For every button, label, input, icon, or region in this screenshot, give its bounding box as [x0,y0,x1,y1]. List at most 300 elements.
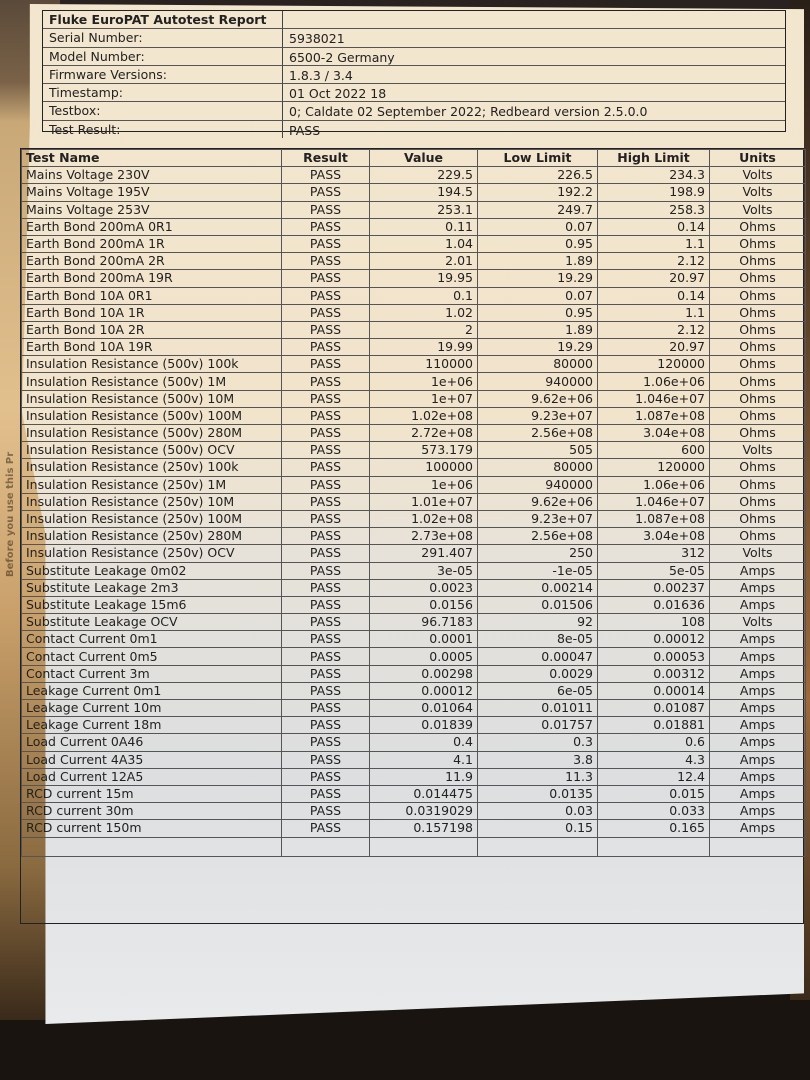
cell-low-limit: 1.89 [478,321,598,338]
cell-high-limit: 1.087e+08 [598,510,710,527]
cell-high-limit: 2.12 [598,253,710,270]
table-row [22,682,806,699]
cell-high-limit: 1.1 [598,304,710,321]
cell-high-limit: 20.97 [598,270,710,287]
cell-test-name: RCD current 150m [22,820,282,837]
cell-test-name: Mains Voltage 230V [22,167,282,184]
table-row [22,493,806,510]
cell-high-limit: 1.1 [598,235,710,252]
table-row [22,184,806,201]
cell-low-limit: 9.23e+07 [478,407,598,424]
cell-low-limit: 249.7 [478,201,598,218]
cell-test-name: Mains Voltage 253V [22,201,282,218]
report-field-label: Firmware Versions: [43,66,283,83]
cell-high-limit: 20.97 [598,339,710,356]
cell-units: Amps [710,596,806,613]
cell-result: PASS [282,579,370,596]
cell-units: Ohms [710,510,806,527]
table-row [22,820,806,837]
cell-value: 0.0001 [370,631,478,648]
report-field-label: Testbox: [43,102,283,119]
cell-result: PASS [282,373,370,390]
cell-test-name: Insulation Resistance (500v) OCV [22,442,282,459]
cell-low-limit: 0.0029 [478,665,598,682]
cell-units: Ohms [710,493,806,510]
cell-value: 0.01839 [370,717,478,734]
table-row [22,304,806,321]
report-header [42,10,786,138]
cell-test-name: Contact Current 0m5 [22,648,282,665]
cell-low-limit: 0.00214 [478,579,598,596]
cell-high-limit: 234.3 [598,167,710,184]
cell-high-limit: 5e-05 [598,562,710,579]
cell-units: Ohms [710,476,806,493]
cell-low-limit: 0.07 [478,287,598,304]
table-row [22,339,806,356]
table-row [22,167,806,184]
cell-high-limit: 0.01881 [598,717,710,734]
cell-value: 0.00298 [370,665,478,682]
cell-high-limit: 0.6 [598,734,710,751]
table-row [22,270,806,287]
header-units: Units [710,150,806,167]
test-results-table [20,148,804,924]
report-title: Fluke EuroPAT Autotest Report [43,11,283,28]
cell-test-name: Earth Bond 10A 1R [22,304,282,321]
cell-result: PASS [282,184,370,201]
cell-result: PASS [282,218,370,235]
cell-low-limit: 0.01506 [478,596,598,613]
report-field-row [43,121,785,138]
cell-value: 1e+06 [370,373,478,390]
cell-low-limit: 940000 [478,373,598,390]
cell-empty [282,837,370,856]
table-row [22,596,806,613]
report-field-row [43,102,785,120]
header-low-limit: Low Limit [478,150,598,167]
cell-value: 194.5 [370,184,478,201]
cell-high-limit: 0.00053 [598,648,710,665]
cell-low-limit: 0.3 [478,734,598,751]
cell-units: Amps [710,682,806,699]
cell-units: Amps [710,648,806,665]
cell-units: Volts [710,167,806,184]
cell-result: PASS [282,356,370,373]
cell-result: PASS [282,390,370,407]
cell-result: PASS [282,785,370,802]
report-field-value: 5938021 [289,31,345,47]
cell-high-limit: 0.01087 [598,700,710,717]
cell-value: 19.95 [370,270,478,287]
cell-test-name: Leakage Current 10m [22,700,282,717]
background-printed-text: Before you use this Pr [5,451,16,577]
cell-value: 229.5 [370,167,478,184]
table-row [22,373,806,390]
table-row [22,510,806,527]
cell-units: Ohms [710,235,806,252]
cell-high-limit: 108 [598,614,710,631]
cell-high-limit: 12.4 [598,768,710,785]
table-row [22,321,806,338]
header-value: Value [370,150,478,167]
cell-value: 3e-05 [370,562,478,579]
cell-units: Amps [710,820,806,837]
table-row [22,425,806,442]
cell-value: 2.73e+08 [370,528,478,545]
cell-result: PASS [282,768,370,785]
cell-low-limit: 9.62e+06 [478,493,598,510]
cell-value: 2.72e+08 [370,425,478,442]
cell-value: 0.0319029 [370,803,478,820]
cell-test-name: Insulation Resistance (500v) 100k [22,356,282,373]
header-result: Result [282,150,370,167]
report-field-label: Test Result: [43,121,283,138]
cell-value: 0.0023 [370,579,478,596]
cell-test-name: Earth Bond 200mA 0R1 [22,218,282,235]
cell-units: Amps [710,717,806,734]
cell-low-limit: 80000 [478,356,598,373]
cell-units: Amps [710,562,806,579]
cell-test-name: Substitute Leakage OCV [22,614,282,631]
cell-result: PASS [282,425,370,442]
table-row [22,785,806,802]
cell-empty [598,837,710,856]
table-row [22,734,806,751]
cell-value: 253.1 [370,201,478,218]
table-row [22,442,806,459]
cell-value: 0.0156 [370,596,478,613]
cell-result: PASS [282,235,370,252]
cell-value: 1e+06 [370,476,478,493]
cell-result: PASS [282,528,370,545]
cell-units: Ohms [710,390,806,407]
cell-value: 100000 [370,459,478,476]
cell-value: 11.9 [370,768,478,785]
table-row [22,803,806,820]
cell-units: Ohms [710,287,806,304]
cell-empty [478,837,598,856]
table-row-empty [22,837,806,856]
table-header-row [22,150,806,167]
table-row [22,579,806,596]
report-field-label: Model Number: [43,48,283,65]
cell-low-limit: 0.00047 [478,648,598,665]
cell-result: PASS [282,167,370,184]
cell-high-limit: 0.00014 [598,682,710,699]
cell-result: PASS [282,339,370,356]
cell-value: 2 [370,321,478,338]
report-field-row [43,29,785,47]
report-field-value: 0; Caldate 02 September 2022; Redbeard version 2.5.0.0 [289,104,648,120]
cell-high-limit: 3.04e+08 [598,425,710,442]
cell-high-limit: 0.00012 [598,631,710,648]
cell-result: PASS [282,734,370,751]
cell-value: 0.11 [370,218,478,235]
cell-result: PASS [282,545,370,562]
cell-units: Ohms [710,218,806,235]
cell-units: Amps [710,803,806,820]
cell-test-name: Leakage Current 0m1 [22,682,282,699]
cell-test-name: Earth Bond 10A 0R1 [22,287,282,304]
table-row [22,751,806,768]
cell-test-name: Earth Bond 200mA 19R [22,270,282,287]
table-row [22,768,806,785]
cell-test-name: Insulation Resistance (250v) 1M [22,476,282,493]
cell-units: Ohms [710,356,806,373]
cell-result: PASS [282,442,370,459]
cell-value: 1.02e+08 [370,510,478,527]
cell-result: PASS [282,510,370,527]
cell-high-limit: 600 [598,442,710,459]
table-row [22,717,806,734]
cell-test-name: Substitute Leakage 15m6 [22,596,282,613]
table-row [22,407,806,424]
cell-result: PASS [282,820,370,837]
table-row [22,253,806,270]
cell-value: 96.7183 [370,614,478,631]
cell-value: 1.04 [370,235,478,252]
cell-result: PASS [282,459,370,476]
cell-low-limit: 9.62e+06 [478,390,598,407]
report-field-row [43,66,785,84]
report-title-row [43,11,785,29]
cell-low-limit: 0.95 [478,304,598,321]
cell-high-limit: 1.046e+07 [598,390,710,407]
cell-value: 110000 [370,356,478,373]
table-row [22,201,806,218]
cell-high-limit: 4.3 [598,751,710,768]
cell-high-limit: 198.9 [598,184,710,201]
cell-result: PASS [282,476,370,493]
cell-high-limit: 1.06e+06 [598,373,710,390]
cell-test-name: Mains Voltage 195V [22,184,282,201]
cell-units: Amps [710,734,806,751]
cell-low-limit: 11.3 [478,768,598,785]
cell-units: Amps [710,631,806,648]
table-row [22,287,806,304]
cell-low-limit: 8e-05 [478,631,598,648]
table-row [22,648,806,665]
cell-high-limit: 0.00237 [598,579,710,596]
cell-value: 4.1 [370,751,478,768]
report-field-value: PASS [289,122,321,138]
cell-units: Ohms [710,339,806,356]
cell-test-name: Contact Current 3m [22,665,282,682]
cell-empty [370,837,478,856]
cell-result: PASS [282,321,370,338]
cell-value: 291.407 [370,545,478,562]
cell-low-limit: 505 [478,442,598,459]
cell-test-name: Earth Bond 200mA 2R [22,253,282,270]
table-row [22,528,806,545]
cell-high-limit: 1.087e+08 [598,407,710,424]
cell-test-name: Earth Bond 10A 19R [22,339,282,356]
cell-units: Ohms [710,373,806,390]
table-row [22,545,806,562]
cell-test-name: Leakage Current 18m [22,717,282,734]
cell-test-name: Insulation Resistance (250v) 100M [22,510,282,527]
cell-test-name: Contact Current 0m1 [22,631,282,648]
cell-units: Ohms [710,459,806,476]
cell-high-limit: 0.033 [598,803,710,820]
cell-high-limit: 0.14 [598,287,710,304]
cell-test-name: Insulation Resistance (250v) 10M [22,493,282,510]
cell-low-limit: 0.01757 [478,717,598,734]
cell-value: 0.01064 [370,700,478,717]
cell-low-limit: 0.95 [478,235,598,252]
cell-result: PASS [282,717,370,734]
cell-result: PASS [282,665,370,682]
table-row [22,235,806,252]
cell-high-limit: 258.3 [598,201,710,218]
cell-test-name: RCD current 30m [22,803,282,820]
cell-low-limit: -1e-05 [478,562,598,579]
cell-test-name: Insulation Resistance (250v) OCV [22,545,282,562]
cell-units: Amps [710,768,806,785]
cell-units: Amps [710,665,806,682]
cell-high-limit: 0.14 [598,218,710,235]
cell-test-name: Insulation Resistance (500v) 1M [22,373,282,390]
cell-high-limit: 0.01636 [598,596,710,613]
cell-value: 0.0005 [370,648,478,665]
cell-low-limit: 2.56e+08 [478,425,598,442]
cell-result: PASS [282,493,370,510]
cell-result: PASS [282,596,370,613]
cell-units: Ohms [710,321,806,338]
cell-units: Volts [710,614,806,631]
cell-value: 1.01e+07 [370,493,478,510]
cell-value: 0.00012 [370,682,478,699]
table-row [22,356,806,373]
cell-units: Amps [710,700,806,717]
cell-high-limit: 1.046e+07 [598,493,710,510]
cell-result: PASS [282,287,370,304]
cell-low-limit: 19.29 [478,270,598,287]
cell-low-limit: 92 [478,614,598,631]
cell-low-limit: 0.07 [478,218,598,235]
cell-high-limit: 312 [598,545,710,562]
report-field-row [43,84,785,102]
cell-units: Ohms [710,304,806,321]
report-field-label: Serial Number: [43,29,283,46]
table-row [22,562,806,579]
cell-result: PASS [282,562,370,579]
cell-test-name: Insulation Resistance (250v) 280M [22,528,282,545]
cell-low-limit: 80000 [478,459,598,476]
cell-test-name: Substitute Leakage 0m02 [22,562,282,579]
header-test-name: Test Name [22,150,282,167]
cell-test-name: Insulation Resistance (500v) 280M [22,425,282,442]
cell-test-name: RCD current 15m [22,785,282,802]
table-row [22,476,806,493]
cell-low-limit: 19.29 [478,339,598,356]
cell-empty [710,837,806,856]
table-row [22,700,806,717]
cell-result: PASS [282,253,370,270]
cell-result: PASS [282,614,370,631]
cell-low-limit: 940000 [478,476,598,493]
cell-result: PASS [282,201,370,218]
cell-value: 1.02 [370,304,478,321]
cell-result: PASS [282,803,370,820]
table-row [22,631,806,648]
cell-result: PASS [282,700,370,717]
report-field-value: 6500-2 Germany [289,49,395,65]
cell-high-limit: 1.06e+06 [598,476,710,493]
cell-high-limit: 0.165 [598,820,710,837]
cell-units: Amps [710,579,806,596]
cell-low-limit: 2.56e+08 [478,528,598,545]
cell-result: PASS [282,751,370,768]
cell-result: PASS [282,682,370,699]
cell-test-name: Load Current 4A35 [22,751,282,768]
cell-high-limit: 0.015 [598,785,710,802]
cell-low-limit: 0.01011 [478,700,598,717]
cell-high-limit: 3.04e+08 [598,528,710,545]
cell-result: PASS [282,304,370,321]
cell-high-limit: 0.00312 [598,665,710,682]
cell-test-name: Insulation Resistance (500v) 10M [22,390,282,407]
cell-result: PASS [282,648,370,665]
cell-low-limit: 192.2 [478,184,598,201]
table-row [22,614,806,631]
cell-units: Amps [710,751,806,768]
cell-units: Volts [710,184,806,201]
cell-value: 1e+07 [370,390,478,407]
cell-result: PASS [282,631,370,648]
cell-low-limit: 6e-05 [478,682,598,699]
cell-units: Volts [710,201,806,218]
cell-test-name: Earth Bond 200mA 1R [22,235,282,252]
cell-value: 573.179 [370,442,478,459]
cell-units: Amps [710,785,806,802]
cell-value: 0.014475 [370,785,478,802]
table-row [22,665,806,682]
cell-low-limit: 1.89 [478,253,598,270]
cell-low-limit: 0.0135 [478,785,598,802]
cell-value: 1.02e+08 [370,407,478,424]
table-row [22,390,806,407]
cell-units: Ohms [710,270,806,287]
table-row [22,459,806,476]
cell-result: PASS [282,270,370,287]
cell-value: 2.01 [370,253,478,270]
cell-value: 0.157198 [370,820,478,837]
report-field-label: Timestamp: [43,84,283,101]
cell-low-limit: 9.23e+07 [478,510,598,527]
cell-value: 0.1 [370,287,478,304]
report-field-row [43,48,785,66]
report-field-value: 1.8.3 / 3.4 [289,67,353,83]
cell-test-name: Load Current 12A5 [22,768,282,785]
report-field-value: 01 Oct 2022 18 [289,86,387,102]
cell-result: PASS [282,407,370,424]
cell-test-name: Substitute Leakage 2m3 [22,579,282,596]
cell-high-limit: 2.12 [598,321,710,338]
cell-units: Volts [710,442,806,459]
cell-units: Ohms [710,407,806,424]
cell-test-name: Insulation Resistance (250v) 100k [22,459,282,476]
cell-value: 19.99 [370,339,478,356]
cell-low-limit: 250 [478,545,598,562]
cell-test-name: Load Current 0A46 [22,734,282,751]
cell-units: Ohms [710,425,806,442]
header-high-limit: High Limit [598,150,710,167]
table-row [22,218,806,235]
cell-units: Ohms [710,528,806,545]
cell-empty [22,837,282,856]
cell-test-name: Earth Bond 10A 2R [22,321,282,338]
